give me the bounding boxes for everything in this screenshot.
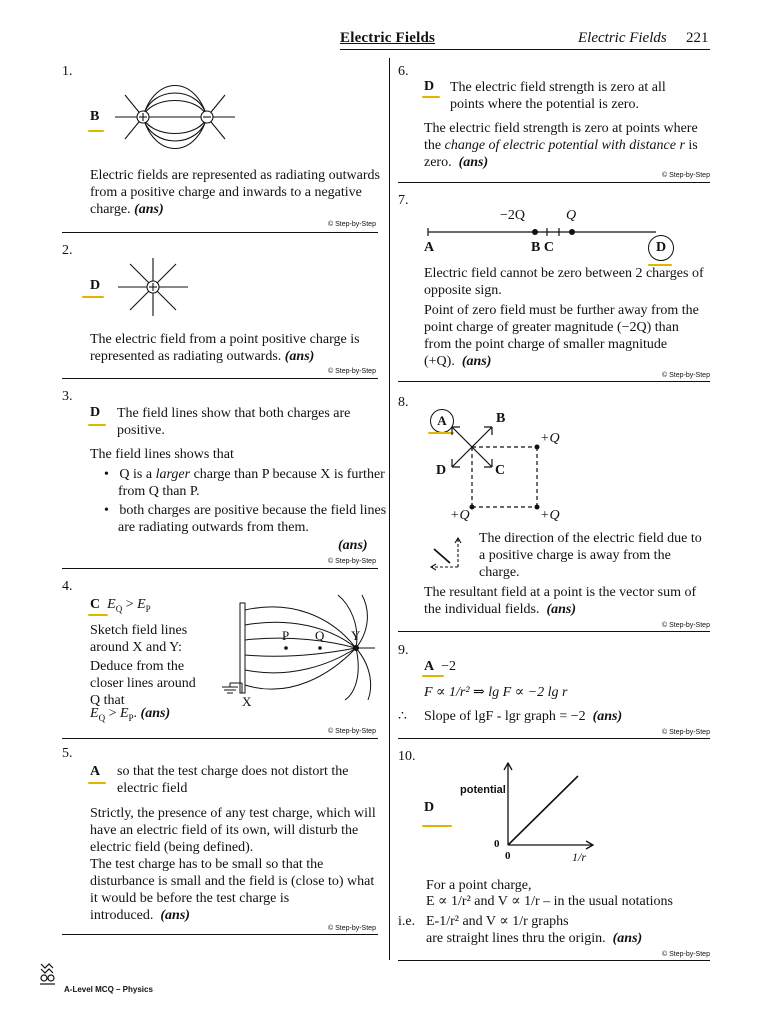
highlight-mark	[82, 296, 104, 298]
question-10-number: 10.	[398, 749, 416, 764]
question-4-conclusion: $E_Q > E_P$. (ans)	[90, 706, 171, 723]
header-rule	[340, 49, 710, 50]
question-1-number: 1.	[62, 64, 73, 79]
dipole-field-diagram	[115, 75, 235, 165]
question-2-number: 2.	[62, 243, 73, 258]
charge-label-pos: Q	[566, 208, 577, 223]
question-6-answer: D	[424, 79, 435, 94]
question-6-explanation: The electric field strength is zero at points where the change of electric potential with distance r is zero. (ans)	[424, 121, 698, 170]
question-1-answer: B	[90, 109, 100, 124]
charge-label-top-right: +Q	[540, 431, 560, 446]
question-5-para-1: Strictly, the presence of any test charge, which will have an electric field of its own, will disturb the electric field (being defined).	[90, 806, 376, 855]
question-2-answer: D	[90, 278, 101, 293]
figure-label-y: Y	[351, 628, 361, 643]
question-9-number: 9.	[398, 643, 409, 658]
page-number: 221	[686, 30, 709, 46]
question-7-para-1: Electric field cannot be zero between 2 charges of opposite sign.	[424, 266, 704, 298]
copyright: © Step-by-Step	[662, 729, 710, 736]
question-2-explanation: The electric field from a point positive charge is represented as radiating outwards. (ans)	[90, 332, 360, 364]
question-1-explanation: Electric fields are represented as radiating outwards from a positive charge and inwards to a negative charge. (ans)	[90, 168, 380, 217]
section-rule	[398, 631, 710, 632]
plate-charge-field-diagram	[210, 595, 375, 700]
question-8-para-1: The direction of the electric field due to a positive charge is away from the charge.	[479, 531, 702, 580]
copyright: © Step-by-Step	[662, 172, 710, 179]
section-rule	[62, 568, 378, 569]
section-rule	[62, 232, 378, 233]
figure-label-x: X	[242, 694, 252, 709]
question-10-ie: i.e.	[398, 914, 416, 929]
direction-label-c: C	[495, 463, 506, 478]
highlight-mark	[422, 96, 440, 98]
question-5-para-2: The test charge has to be small so that the disturbance is small and the field is (close to) what it would be before the test charge is introduced. (ans)	[90, 857, 375, 923]
question-8-para-2: The resultant field at a point is the vector sum of the individual fields. (ans)	[424, 585, 697, 617]
section-rule	[62, 378, 378, 379]
question-10-line-2: E ∝ 1/r² and V ∝ 1/r – in the usual notations	[426, 894, 673, 909]
copyright: © Step-by-Step	[662, 622, 710, 629]
copyright: © Step-by-Step	[328, 558, 376, 565]
section-rule	[398, 381, 710, 382]
question-8-number: 8.	[398, 395, 409, 410]
question-9-slope: Slope of lgF - lgr graph = −2 (ans)	[424, 709, 623, 724]
highlight-mark	[88, 614, 108, 616]
question-6-lead: The electric field strength is zero at all points where the potential is zero.	[450, 80, 666, 112]
question-7-answer: D	[648, 235, 674, 261]
copyright: © Step-by-Step	[328, 221, 376, 228]
figure-label-q: Q	[315, 628, 325, 643]
graph-origin-y: 0	[494, 838, 500, 850]
charge-label-bottom-left: +Q	[450, 508, 470, 523]
vector-sum-icon	[430, 537, 464, 573]
question-4-number: 4.	[62, 579, 73, 594]
question-3-bullet-1: • Q is a larger charge than P because X is further from Q than P.	[104, 467, 385, 499]
question-5-lead: so that the test charge does not distort the electric field	[117, 764, 349, 796]
question-5-number: 5.	[62, 746, 73, 761]
graph-y-label: potential	[460, 784, 506, 796]
highlight-mark	[88, 130, 104, 132]
question-3-intro: The field lines shows that	[90, 447, 234, 462]
question-6-number: 6.	[398, 64, 409, 79]
highlight-mark	[422, 675, 444, 677]
question-5-answer: A	[90, 764, 101, 779]
question-10-answer: D	[424, 800, 435, 815]
question-3-ans: (ans)	[338, 538, 368, 553]
copyright: © Step-by-Step	[328, 925, 376, 932]
question-10-line-1: For a point charge,	[426, 878, 532, 893]
figure-label-p: P	[282, 628, 290, 643]
question-3-number: 3.	[62, 389, 73, 404]
copyright: © Step-by-Step	[328, 368, 376, 375]
charge-square-diagram	[440, 415, 550, 515]
question-3-bullet-2: • both charges are positive because the field lines are radiating outwards from them.	[104, 503, 387, 535]
question-4-answer-line: C $E_Q > E_P$	[90, 597, 151, 614]
section-rule	[398, 738, 710, 739]
footer-text: A-Level MCQ – Physics	[64, 985, 153, 994]
question-7-para-2: Point of zero field must be further away from the point charge of greater magnitude (−2Q) than from the point charge of smaller magnitude (+Q). (ans)	[424, 303, 699, 369]
question-4-line2: Deduce from the closer lines around Q that	[90, 659, 196, 708]
running-title: Electric Fields	[578, 30, 667, 46]
highlight-mark	[88, 424, 106, 426]
question-9-answer-line: A −2	[424, 659, 457, 674]
number-line-diagram	[424, 226, 670, 238]
section-rule	[398, 960, 710, 961]
question-9-equation: F ∝ 1/r² ⇒ lg F ∝ −2 lg r	[424, 685, 568, 700]
question-3-answer: D	[90, 405, 101, 420]
section-rule	[398, 182, 710, 183]
point-label-bc: B C	[531, 240, 554, 255]
question-10-line-4: are straight lines thru the origin. (ans)	[426, 931, 643, 946]
highlight-mark	[88, 782, 106, 784]
section-rule	[62, 738, 378, 739]
direction-label-b: B	[496, 411, 506, 426]
point-charge-field-diagram	[118, 258, 188, 316]
page-header-title: Electric Fields	[340, 30, 436, 46]
copyright: © Step-by-Step	[662, 372, 710, 379]
therefore-symbol: ∴	[398, 709, 407, 724]
question-4-line1: Sketch field lines around X and Y:	[90, 623, 188, 655]
direction-label-d: D	[436, 463, 447, 478]
question-10-line-3: E-1/r² and V ∝ 1/r graphs	[426, 914, 569, 929]
question-8-answer: A	[430, 409, 454, 433]
potential-graph	[500, 760, 600, 850]
graph-origin-x: 0	[505, 850, 511, 862]
highlight-mark	[422, 825, 452, 827]
section-rule	[62, 934, 378, 935]
graph-x-label: 1/r	[572, 850, 587, 864]
column-divider	[389, 58, 390, 960]
question-7-number: 7.	[398, 193, 409, 208]
copyright: © Step-by-Step	[328, 728, 376, 735]
point-label-a: A	[424, 240, 435, 255]
question-3-lead: The field lines show that both charges are positive.	[117, 406, 351, 438]
charge-label-bottom-right: +Q	[540, 508, 560, 523]
publisher-logo-icon	[38, 962, 58, 986]
copyright: © Step-by-Step	[662, 951, 710, 958]
charge-label-neg: −2Q	[500, 208, 526, 223]
